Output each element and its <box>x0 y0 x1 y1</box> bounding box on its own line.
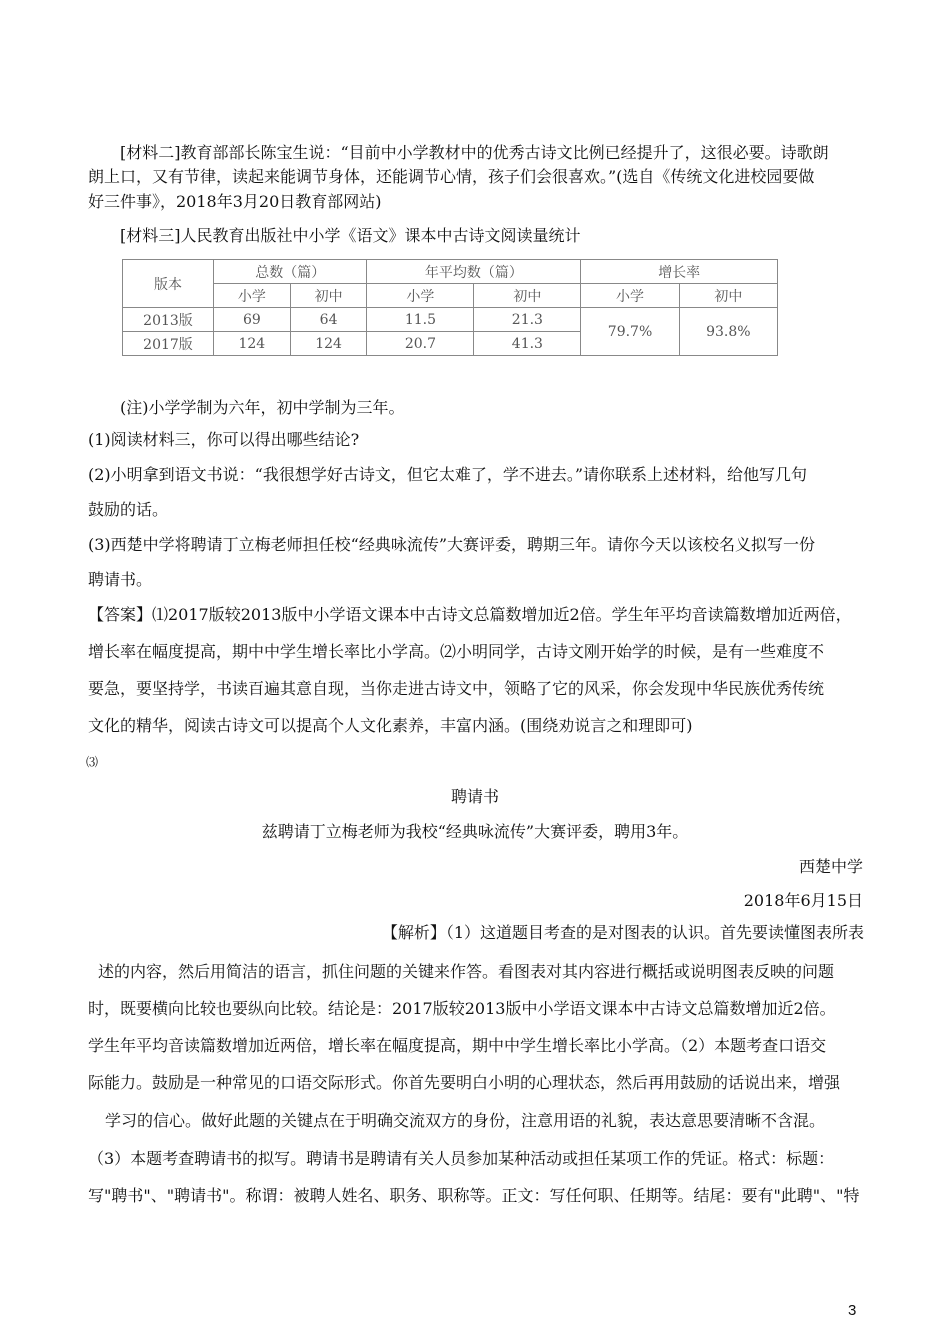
cell-growth-middle: 93.8% <box>679 308 777 356</box>
cell-avg-middle: 41.3 <box>474 332 581 356</box>
question-2-line1: (2)小明拿到语文书说：“我很想学好古诗文，但它太难了，学不进去。”请你联系上述材料，给他写几句 <box>88 465 808 484</box>
material2-line1: [材料二]教育部部长陈宝生说：“目前中小学教材中的优秀古诗文比例已经提升了，这很必要。诗歌朗 <box>120 143 829 162</box>
question-2-line2: 鼓励的话。 <box>88 500 169 519</box>
header-total: 总数（篇） <box>214 260 367 284</box>
header-yearly: 年平均数（篇） <box>367 260 581 284</box>
subheader-cell: 初中 <box>290 284 367 308</box>
cell-avg-primary: 11.5 <box>367 308 474 332</box>
material3-title: [材料三]人民教育出版社中小学《语文》课本中古诗文阅读量统计 <box>120 226 581 245</box>
subheader-cell: 小学 <box>581 284 679 308</box>
letter-signer: 西楚中学 <box>798 857 863 876</box>
question-3-line1: (3)西楚中学将聘请丁立梅老师担任校“经典咏流传”大赛评委，聘期三年。请你今天以该校名义拟写一份 <box>88 535 816 554</box>
subheader-cell: 初中 <box>679 284 777 308</box>
cell-avg-primary: 20.7 <box>367 332 474 356</box>
answer-part3-label: ⑶ <box>86 755 99 769</box>
analysis-line2: 述的内容，然后用简洁的语言，抓住问题的关键来作答。看图表对其内容进行概括或说明图表反映的问题 <box>98 962 835 981</box>
subheader-cell: 小学 <box>367 284 474 308</box>
answer-line2: 增长率在幅度提高，期中中学生增长率比小学高。⑵小明同学，古诗文刚开始学的时候，是有一些难度不 <box>88 642 825 661</box>
table-subheader-row <box>123 284 778 308</box>
page-number: 3 <box>848 1302 857 1319</box>
subheader-cell: 初中 <box>474 284 581 308</box>
cell-total-middle: 64 <box>290 308 367 332</box>
table-header-row <box>123 260 778 284</box>
analysis-line5: 际能力。鼓励是一种常见的口语交际形式。你首先要明白小明的心理状态，然后再用鼓励的话说出来，增强 <box>88 1073 841 1092</box>
material2-line3: 好三件事》，2018年3月20日教育部网站) <box>88 192 382 211</box>
cell-avg-middle: 21.3 <box>474 308 581 332</box>
cell-total-primary: 124 <box>214 332 291 356</box>
question-3-line2: 聘请书。 <box>88 570 153 589</box>
letter-body: 兹聘请丁立梅老师为我校“经典咏流传”大赛评委，聘用3年。 <box>261 822 689 841</box>
question-1: (1)阅读材料三，你可以得出哪些结论? <box>88 430 360 449</box>
subheader-cell: 小学 <box>214 284 291 308</box>
statistics-table <box>122 259 778 356</box>
cell-total-middle: 124 <box>290 332 367 356</box>
analysis-line3: 时，既要横向比较也要纵向比较。结论是：2017版较2013版中小学语文课本中古诗文总篇数增加近2倍。 <box>88 999 836 1018</box>
cell-growth-primary: 79.7% <box>581 308 679 356</box>
row-edition: 2017版 <box>123 332 214 356</box>
header-edition: 版本 <box>123 260 214 308</box>
letter-title: 聘请书 <box>450 787 499 806</box>
analysis-line4: 学生年平均音读篇数增加近两倍，增长率在幅度提高，期中中学生增长率比小学高。（2）本题考查口语交 <box>88 1036 827 1055</box>
answer-line3: 要急，要坚持学，书读百遍其意自现，当你走进古诗文中，领略了它的风采，你会发现中华民族优秀传统 <box>88 679 825 698</box>
analysis-line1: 【解析】（1）这道题目考查的是对图表的认识。首先要读懂图表所表 <box>381 923 864 942</box>
cell-total-primary: 69 <box>214 308 291 332</box>
analysis-line8: 写"聘书"、"聘请书"。称谓：被聘人姓名、职务、职称等。正文：写任何职、任期等。结尾：要有"此聘"、"特 <box>88 1186 860 1205</box>
header-growth: 增长率 <box>581 260 778 284</box>
answer-line4: 文化的精华，阅读古诗文可以提高个人文化素养，丰富内涵。(围绕劝说言之和理即可) <box>88 716 693 735</box>
analysis-line6: 学习的信心。做好此题的关键点在于明确交流双方的身份，注意用语的礼貌，表达意思要清晰不含混。 <box>105 1111 826 1130</box>
table-row <box>123 308 778 332</box>
answer-line1: 【答案】⑴2017版较2013版中小学语文课本中古诗文总篇数增加近2倍。学生年平均音读篇数增加近两倍， <box>88 605 852 624</box>
table-note: (注)小学学制为六年，初中学制为三年。 <box>120 398 405 417</box>
analysis-line7: （3）本题考查聘请书的拟写。聘请书是聘请有关人员参加某种活动或担任某项工作的凭证。格式：标题： <box>88 1149 835 1168</box>
row-edition: 2013版 <box>123 308 214 332</box>
letter-date: 2018年6月15日 <box>743 891 863 910</box>
material2-line2: 朗上口，又有节律，读起来能调节身体，还能调节心情，孩子们会很喜欢。”(选自《传统文化进校园要做 <box>88 167 815 186</box>
